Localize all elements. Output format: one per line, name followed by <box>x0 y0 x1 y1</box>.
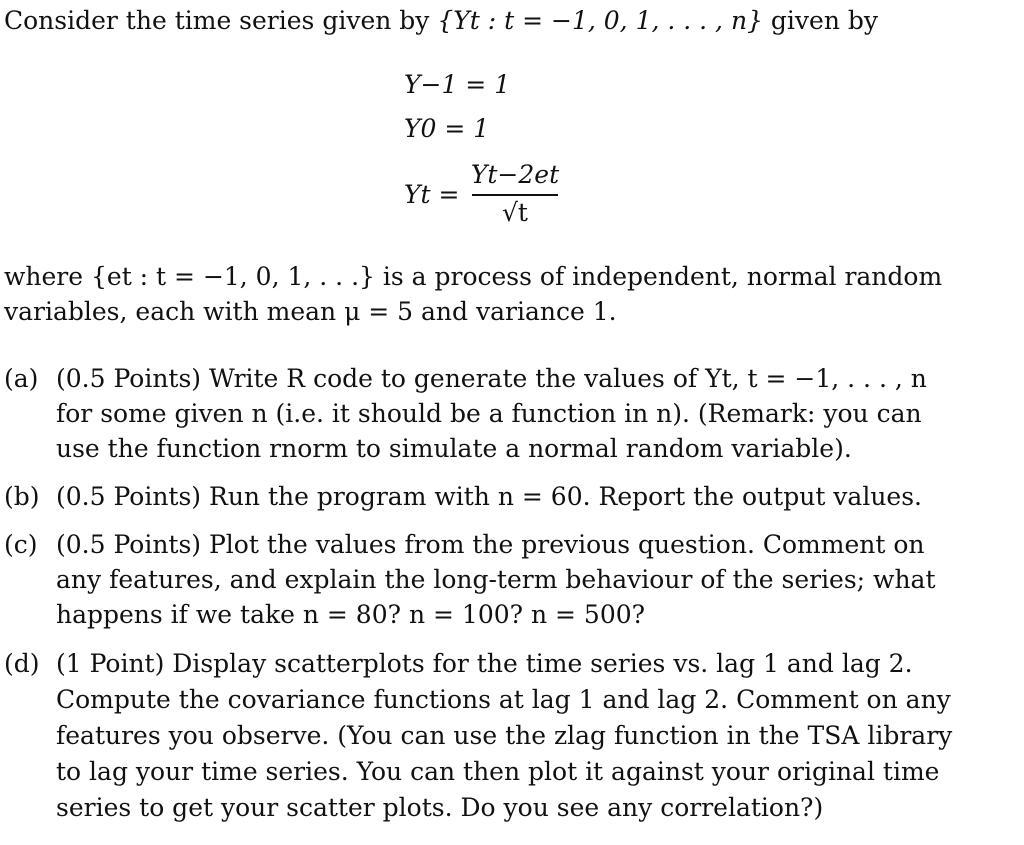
where-line-1: where {et : t = −1, 0, 1, . . .} is a process of independent, normal random <box>4 262 943 291</box>
equation-y-minus-1: Y−1 = 1 <box>404 70 511 99</box>
intro-suffix: given by <box>762 6 879 35</box>
part-a-line-3: use the function rnorm to simulate a normal random variable). <box>56 434 852 463</box>
part-a-line-1: (0.5 Points) Write R code to generate the values of Yt, t = −1, . . . , n <box>56 364 927 393</box>
equation-y-t-denominator: √t <box>502 198 528 227</box>
part-d-label: (d) <box>4 649 40 678</box>
intro-line <box>4 6 878 36</box>
where-line-2: variables, each with mean μ = 5 and variance 1. <box>4 297 617 326</box>
part-b-line-1: (0.5 Points) Run the program with n = 60. Report the output values. <box>56 482 923 511</box>
intro-prefix: Consider the time series given by <box>4 6 438 35</box>
fraction-bar <box>472 194 558 196</box>
intro-set: {Yt : t = −1, 0, 1, . . . , n} <box>437 6 763 35</box>
part-c-line-2: any features, and explain the long-term behaviour of the series; what <box>56 565 936 594</box>
part-d-line-4: to lag your time series. You can then plot it against your original time <box>56 757 940 786</box>
part-b-label: (b) <box>4 482 40 511</box>
equation-y-t-lhs: Yt = <box>404 180 460 209</box>
part-d-line-1: (1 Point) Display scatterplots for the time series vs. lag 1 and lag 2. <box>56 649 913 678</box>
equation-y-t-numerator: Yt−2et <box>470 160 560 189</box>
part-a-label: (a) <box>4 364 39 393</box>
part-c-line-1: (0.5 Points) Plot the values from the previous question. Comment on <box>56 530 925 559</box>
part-c-line-3: happens if we take n = 80? n = 100? n = 500? <box>56 600 646 629</box>
part-a-line-2: for some given n (i.e. it should be a function in n). (Remark: you can <box>56 399 922 428</box>
part-d-line-2: Compute the covariance functions at lag 1 and lag 2. Comment on any <box>56 685 951 714</box>
equation-y-0: Y0 = 1 <box>404 114 490 143</box>
part-d-line-3: features you observe. (You can use the zlag function in the TSA library <box>56 721 953 750</box>
part-d-line-5: series to get your scatter plots. Do you see any correlation?) <box>56 793 824 822</box>
part-c-label: (c) <box>4 530 38 559</box>
